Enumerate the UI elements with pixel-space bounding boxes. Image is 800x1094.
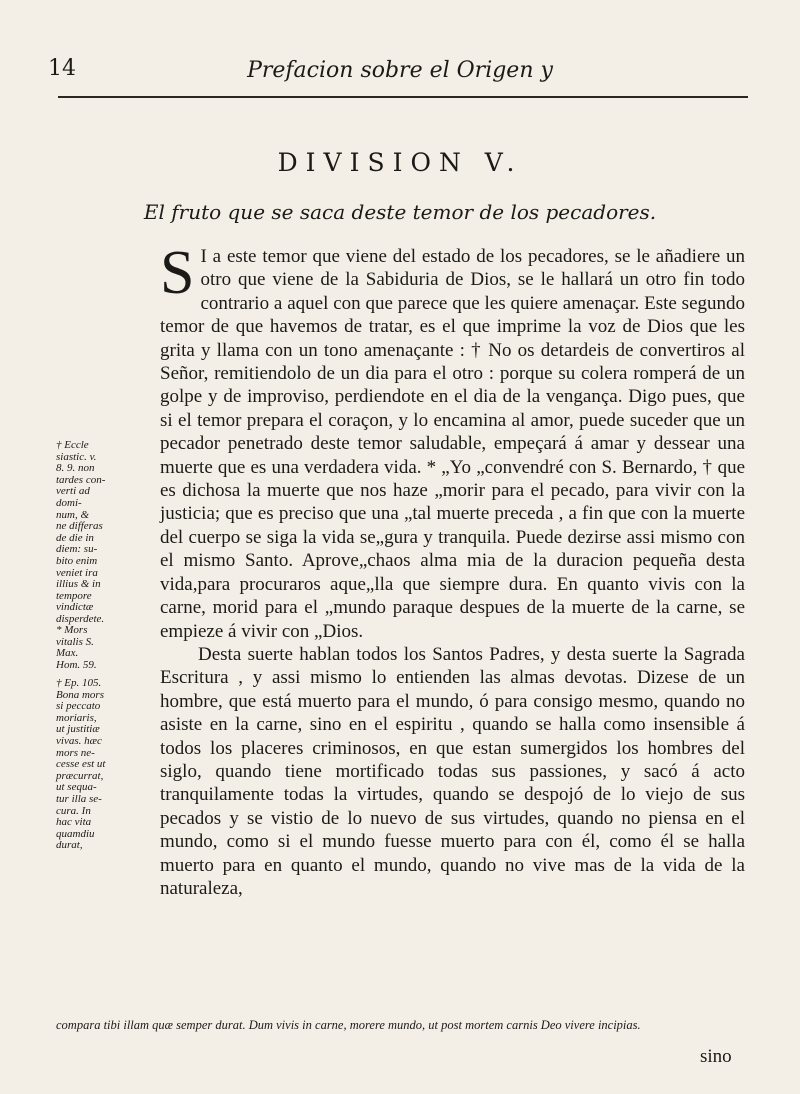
division-heading: DIVISION V. bbox=[277, 148, 523, 177]
drop-cap: S bbox=[160, 239, 195, 307]
body-text bbox=[160, 239, 745, 900]
margin-note-maximus: * Mors vitalis S. Max. Hom. 59. bbox=[56, 624, 97, 671]
paragraph-2-text: Desta suerte hablan todos los Santos Padres, y desta suerte la Sagrada Escritura , y assi mismo lo entienden las almas devotas. Dizese de un hombre, que está muerto para el mundo, ó para consigo mesmo, quando no asiste en la carne, sino en el espiritu , quando se halla como insensible á todos los placeres criminosos, en que estan sumergidos los hombres del siglo, quando tiene mortificado todas sus passiones, y sacó á acto tranquilamente todas la virtudes, quando se despojó de lo viejo de sus pecados y se vistio de lo nuevo de sus virtudes, quando no piensa en el mundo, como si el mundo fuesse muerto para con él, como él se halla muerto para en quanto el mundo, quando no vive mas de la vida de la naturaleza, bbox=[160, 643, 745, 899]
margin-note-bernard: † Ep. 105. Bona mors si peccato moriaris, ut justitiæ vivas. hæc mors ne- cesse est ut præcurrat, ut sequa- tur illa se- cura. In hac vita quamdiu durat, bbox=[56, 677, 106, 852]
paragraph-1 bbox=[160, 239, 745, 643]
margin-note-ecclesiastic: † Eccle siastic. v. 8. 9. non tardes con- verti ad domi- num, & ne differas de die in diem: su- bito enim veniet ira illius & in tempore vindictæ disperdete. bbox=[56, 439, 106, 625]
page-number: 14 bbox=[48, 56, 76, 81]
paragraph-2 bbox=[160, 643, 745, 900]
running-title: Prefacion sobre el Origen y bbox=[247, 58, 553, 83]
header-rule bbox=[58, 96, 748, 98]
paragraph-1-text: I a este temor que viene del estado de los pecadores, se le añadiere un otro que viene de la Sabiduria de Dios, se le hallará un otro fin todo contrario a aquel con que parece que les quiere amenaçar. Este segundo temor de que havemos de tratar, es el que imprime la voz de Dios que les grita y llama con un tono amenaçante : † No os detardeis de convertiros al Señor, remitiendolo de un dia para el otro : porque su colera romperá de un golpe y de improviso, perdiendote en el dia de la vengança. Digo pues, que si el temor prepara el coraçon, y lo encamina al amor, puede suceder que un pecador penetrado deste temor saludable, empeçará á amar y dessear una muerte que es una verdadera vida. * „Yo „convendré con S. Bernardo, † que es dichosa la muerte que nos haze „morir para el pecado, para vivir con la justicia; que es preciso que una „tal muerte preceda , a fin que con la muerte del cuerpo se siga la vida se„gura y tranquila. Puede dezirse assi mismo con el mismo Santo. Aprove„chaos alma mia de la duracion pequeña desta vida,para procuraros aque„lla que siempre dura. En quanto vivis con la carne, morid para el „mundo paraque despues de la muerte de la carne, se empieze á vivir con „Dios. bbox=[160, 246, 745, 642]
page-header bbox=[0, 56, 800, 90]
catchword: sino bbox=[700, 1046, 732, 1067]
section-subtitle: El fruto que se saca deste temor de los pecadores. bbox=[143, 200, 657, 224]
footnote: compara tibi illam quæ semper durat. Dum vivis in carne, morere mundo, ut post mortem carnis Deo vivere incipias. bbox=[56, 1018, 641, 1032]
